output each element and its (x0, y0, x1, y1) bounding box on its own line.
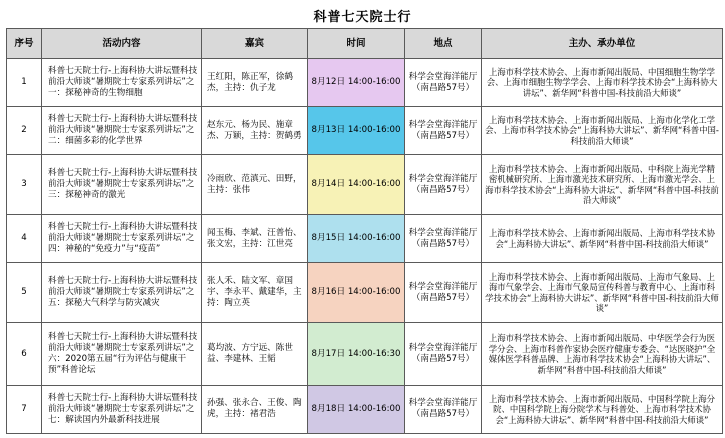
time-cell: 8月15日 14:00-16:00 (308, 215, 405, 263)
row-number: 4 (7, 215, 42, 263)
activity-content: 科普七天院士行-上海科协大讲坛暨科技前沿大师谈“暑期院士专家系列讲坛”之二：细菌多彩的化学世界 (42, 107, 202, 155)
guests: 王红阳，陈正军，徐鹤杰，主持：仇子龙 (202, 59, 308, 107)
time-cell: 8月12日 14:00-16:00 (308, 59, 405, 107)
organizers: 上海市科学技术协会、上海市新闻出版局、中华医学会行为医学分会、上海市科普作家协会医疗健康专委会、“达医晓护”全媒体医学科普品牌、上海市科学技术协会“上海科协大讲坛”、新华网“科普中国-科技前沿大师谈” (482, 323, 723, 386)
schedule-table (6, 28, 723, 434)
guests: 葛均波、方宁远、陈世益、李建林、王韬 (202, 323, 308, 386)
organizers: 上海市科学技术协会、上海市新闻出版局、中国细胞生物学学会、上海市细胞生物学学会、上海市科学技术协会“上海科协大讲坛”、新华网“科普中国-科技前沿大师谈” (482, 59, 723, 107)
organizers: 上海市科学技术协会、上海市新闻出版局、上海市科学技术协会“上海科协大讲坛”、新华网“科普中国-科技前沿大师谈” (482, 215, 723, 263)
table-row (7, 323, 723, 386)
header-guests: 嘉宾 (202, 29, 308, 59)
table-row (7, 215, 723, 263)
time-cell: 8月13日 14:00-16:00 (308, 107, 405, 155)
row-number: 5 (7, 263, 42, 323)
table-row (7, 59, 723, 107)
row-number: 3 (7, 155, 42, 215)
table-row (7, 155, 723, 215)
row-number: 1 (7, 59, 42, 107)
place: 科学会堂海洋能厅（南昌路57号） (405, 385, 482, 433)
place: 科学会堂海洋能厅（南昌路57号） (405, 59, 482, 107)
guests: 赵东元、杨为民、施章杰、万颖，主持：贺鹤勇 (202, 107, 308, 155)
place: 科学会堂海洋能厅（南昌路57号） (405, 323, 482, 386)
header-no: 序号 (7, 29, 42, 59)
guests: 张人禾、陆文军、章国宇、李永平、戴建华，主持：陶立英 (202, 263, 308, 323)
activity-content: 科普七天院士行-上海科协大讲坛暨科技前沿大师谈“暑期院士专家系列讲坛”之五：探秘大气科学与防灾减灾 (42, 263, 202, 323)
guests: 闻玉梅、李斌、汪普怡、张文宏，主持：江世亮 (202, 215, 308, 263)
header-org: 主办、承办单位 (482, 29, 723, 59)
row-number: 7 (7, 385, 42, 433)
page-title: 科普七天院士行 (313, 10, 412, 25)
place: 科学会堂海洋能厅（南昌路57号） (405, 107, 482, 155)
time-cell: 8月16日 14:00-16:00 (308, 263, 405, 323)
time-cell: 8月18日 14:00-16:00 (308, 385, 405, 433)
time-cell: 8月17日 14:00-16:30 (308, 323, 405, 386)
row-number: 6 (7, 323, 42, 386)
activity-content: 科普七天院士行-上海科协大讲坛暨科技前沿大师谈“暑期院士专家系列讲坛”之四：神秘的“免疫力”与“疫苗” (42, 215, 202, 263)
organizers: 上海市科学技术协会、上海市新闻出版局、上海市化学化工学会、上海市科学技术协会“上海科协大讲坛”、新华网“科普中国-科技前沿大师谈” (482, 107, 723, 155)
place: 科学会堂海洋能厅（南昌路57号） (405, 155, 482, 215)
organizers: 上海市科学技术协会、上海市新闻出版局、上海市气象局、上海市气象学会、上海市气象局宣传科普与教育中心、上海市科学技术协会“上海科协大讲坛”、新华网“科普中国-科技前沿大师谈” (482, 263, 723, 323)
table-row (7, 385, 723, 433)
header-row (7, 29, 723, 59)
time-cell: 8月14日 14:00-16:00 (308, 155, 405, 215)
header-content: 活动内容 (42, 29, 202, 59)
activity-content: 科普七天院士行-上海科协大讲坛暨科技前沿大师谈“暑期院士专家系列讲坛”之六：2020第五届“行为评估与健康干预”科普论坛 (42, 323, 202, 386)
row-number: 2 (7, 107, 42, 155)
table-row (7, 263, 723, 323)
guests: 孙强、张永合、王俊、陶虎，主持：褚君浩 (202, 385, 308, 433)
place: 科学会堂海洋能厅（南昌路57号） (405, 263, 482, 323)
organizers: 上海市科学技术协会、上海市新闻出版局、中国科学院上海分院、中国科学院上海分院学术与科普处、上海市科学技术协会“上海科协大讲坛”、新华网“科普中国-科技前沿大师谈” (482, 385, 723, 433)
guests: 冷雨欣、范滇元、田野，主持：张伟 (202, 155, 308, 215)
activity-content: 科普七天院士行-上海科协大讲坛暨科技前沿大师谈“暑期院士专家系列讲坛”之三：探秘神奇的激光 (42, 155, 202, 215)
place: 科学会堂海洋能厅（南昌路57号） (405, 215, 482, 263)
table-row (7, 107, 723, 155)
organizers: 上海市科学技术协会、上海市新闻出版局、中科院上海光学精密机械研究所、上海市激光技术研究所、上海市激光学会、上海市科学技术协会“上海科协大讲坛”、新华网“科普中国-科技前沿大师谈” (482, 155, 723, 215)
header-place: 地点 (405, 29, 482, 59)
header-time: 时间 (308, 29, 405, 59)
activity-content: 科普七天院士行-上海科协大讲坛暨科技前沿大师谈“暑期院士专家系列讲坛”之一：探秘神奇的生物细胞 (42, 59, 202, 107)
activity-content: 科普七天院士行-上海科协大讲坛暨科技前沿大师谈“暑期院士专家系列讲坛”之七：解读国内外最新科技进展 (42, 385, 202, 433)
